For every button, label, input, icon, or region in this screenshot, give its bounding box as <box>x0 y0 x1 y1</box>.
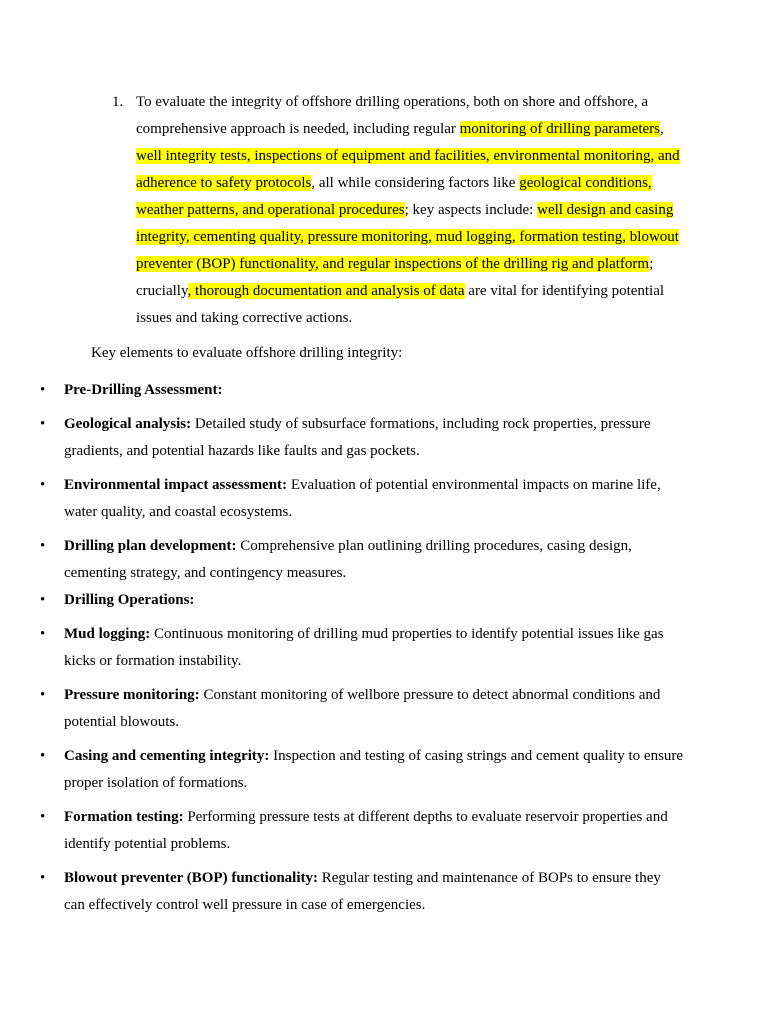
item-term: Blowout preventer (BOP) functionality: <box>64 870 319 886</box>
list-item <box>40 621 684 675</box>
highlighted-text: well design and casing integrity, cementing quality, pressure monitoring, mud logging, formation testing, blowout preventer (BOP) functionality, and regular inspections of the drilling rig and platform <box>136 202 679 272</box>
highlighted-text: , thorough documentation and analysis of data <box>187 283 465 299</box>
bullet-icon: • <box>40 477 46 493</box>
bullet-icon: • <box>40 809 46 825</box>
list-item <box>40 587 684 614</box>
bullet-icon: • <box>40 592 46 608</box>
list-item <box>40 377 684 404</box>
text-segment: To evaluate the integrity of offshore drilling operations, both on shore and offshore, a comprehensive approach is needed, including regular <box>136 94 649 137</box>
bullet-icon: • <box>40 870 46 886</box>
list-item <box>40 682 684 736</box>
highlighted-text: monitoring of drilling parameters <box>459 121 661 137</box>
paragraph-text <box>136 94 680 326</box>
bullet-icon: • <box>40 748 46 764</box>
item-term: Pre-Drilling Assessment: <box>64 382 223 398</box>
item-term: Environmental impact assessment: <box>64 477 288 493</box>
text-segment: , <box>660 121 664 137</box>
list-item <box>40 804 684 858</box>
item-description: Performing pressure tests at different depths to evaluate reservoir properties and identify potential problems. <box>64 809 668 852</box>
highlighted-text: well integrity tests, inspections of equipment and facilities, environmental monitoring, and adherence to safety protocols <box>136 148 680 191</box>
item-description: Inspection and testing of casing strings and cement quality to ensure proper isolation of formations. <box>64 748 684 791</box>
item-description: Comprehensive plan outlining drilling procedures, casing design, cementing strategy, and contingency measures. <box>64 538 632 581</box>
bullet-icon: • <box>40 687 46 703</box>
item-term: Geological analysis: <box>64 416 192 432</box>
intro-text: Key elements to evaluate offshore drilling integrity: <box>91 345 403 361</box>
list-item <box>40 472 684 526</box>
bullet-list <box>40 377 684 926</box>
text-segment: ; crucially <box>136 256 654 299</box>
bullet-icon: • <box>40 382 46 398</box>
bullet-icon: • <box>40 416 46 432</box>
item-term: Drilling plan development: <box>64 538 237 554</box>
text-segment: are vital for identifying potential issues and taking corrective actions. <box>136 283 665 326</box>
item-term: Casing and cementing integrity: <box>64 748 270 764</box>
item-term: Mud logging: <box>64 626 151 642</box>
item-description: Regular testing and maintenance of BOPs to ensure they can effectively control well pressure in case of emergencies. <box>64 870 661 913</box>
list-item <box>40 743 684 797</box>
list-item <box>40 411 684 465</box>
bullet-icon: • <box>40 538 46 554</box>
text-segment: ; key aspects include: <box>404 202 538 218</box>
list-item <box>40 533 684 587</box>
highlighted-text: geological conditions, weather patterns, and operational procedures <box>136 175 652 218</box>
item-term: Drilling Operations: <box>64 592 195 608</box>
numbered-list-item <box>112 89 682 332</box>
list-item <box>40 865 684 919</box>
item-description: Evaluation of potential environmental impacts on marine life, water quality, and coastal ecosystems. <box>64 477 661 520</box>
item-description: Continuous monitoring of drilling mud properties to identify potential issues like gas kicks or formation instability. <box>64 626 664 669</box>
text-segment: , all while considering factors like <box>311 175 520 191</box>
list-number: 1. <box>112 94 124 110</box>
item-description: Constant monitoring of wellbore pressure to detect abnormal conditions and potential blowouts. <box>64 687 661 730</box>
item-term: Pressure monitoring: <box>64 687 200 703</box>
item-description: Detailed study of subsurface formations, including rock properties, pressure gradients, and potential hazards like faults and gas pockets. <box>64 416 651 459</box>
item-term: Formation testing: <box>64 809 184 825</box>
bullet-icon: • <box>40 626 46 642</box>
